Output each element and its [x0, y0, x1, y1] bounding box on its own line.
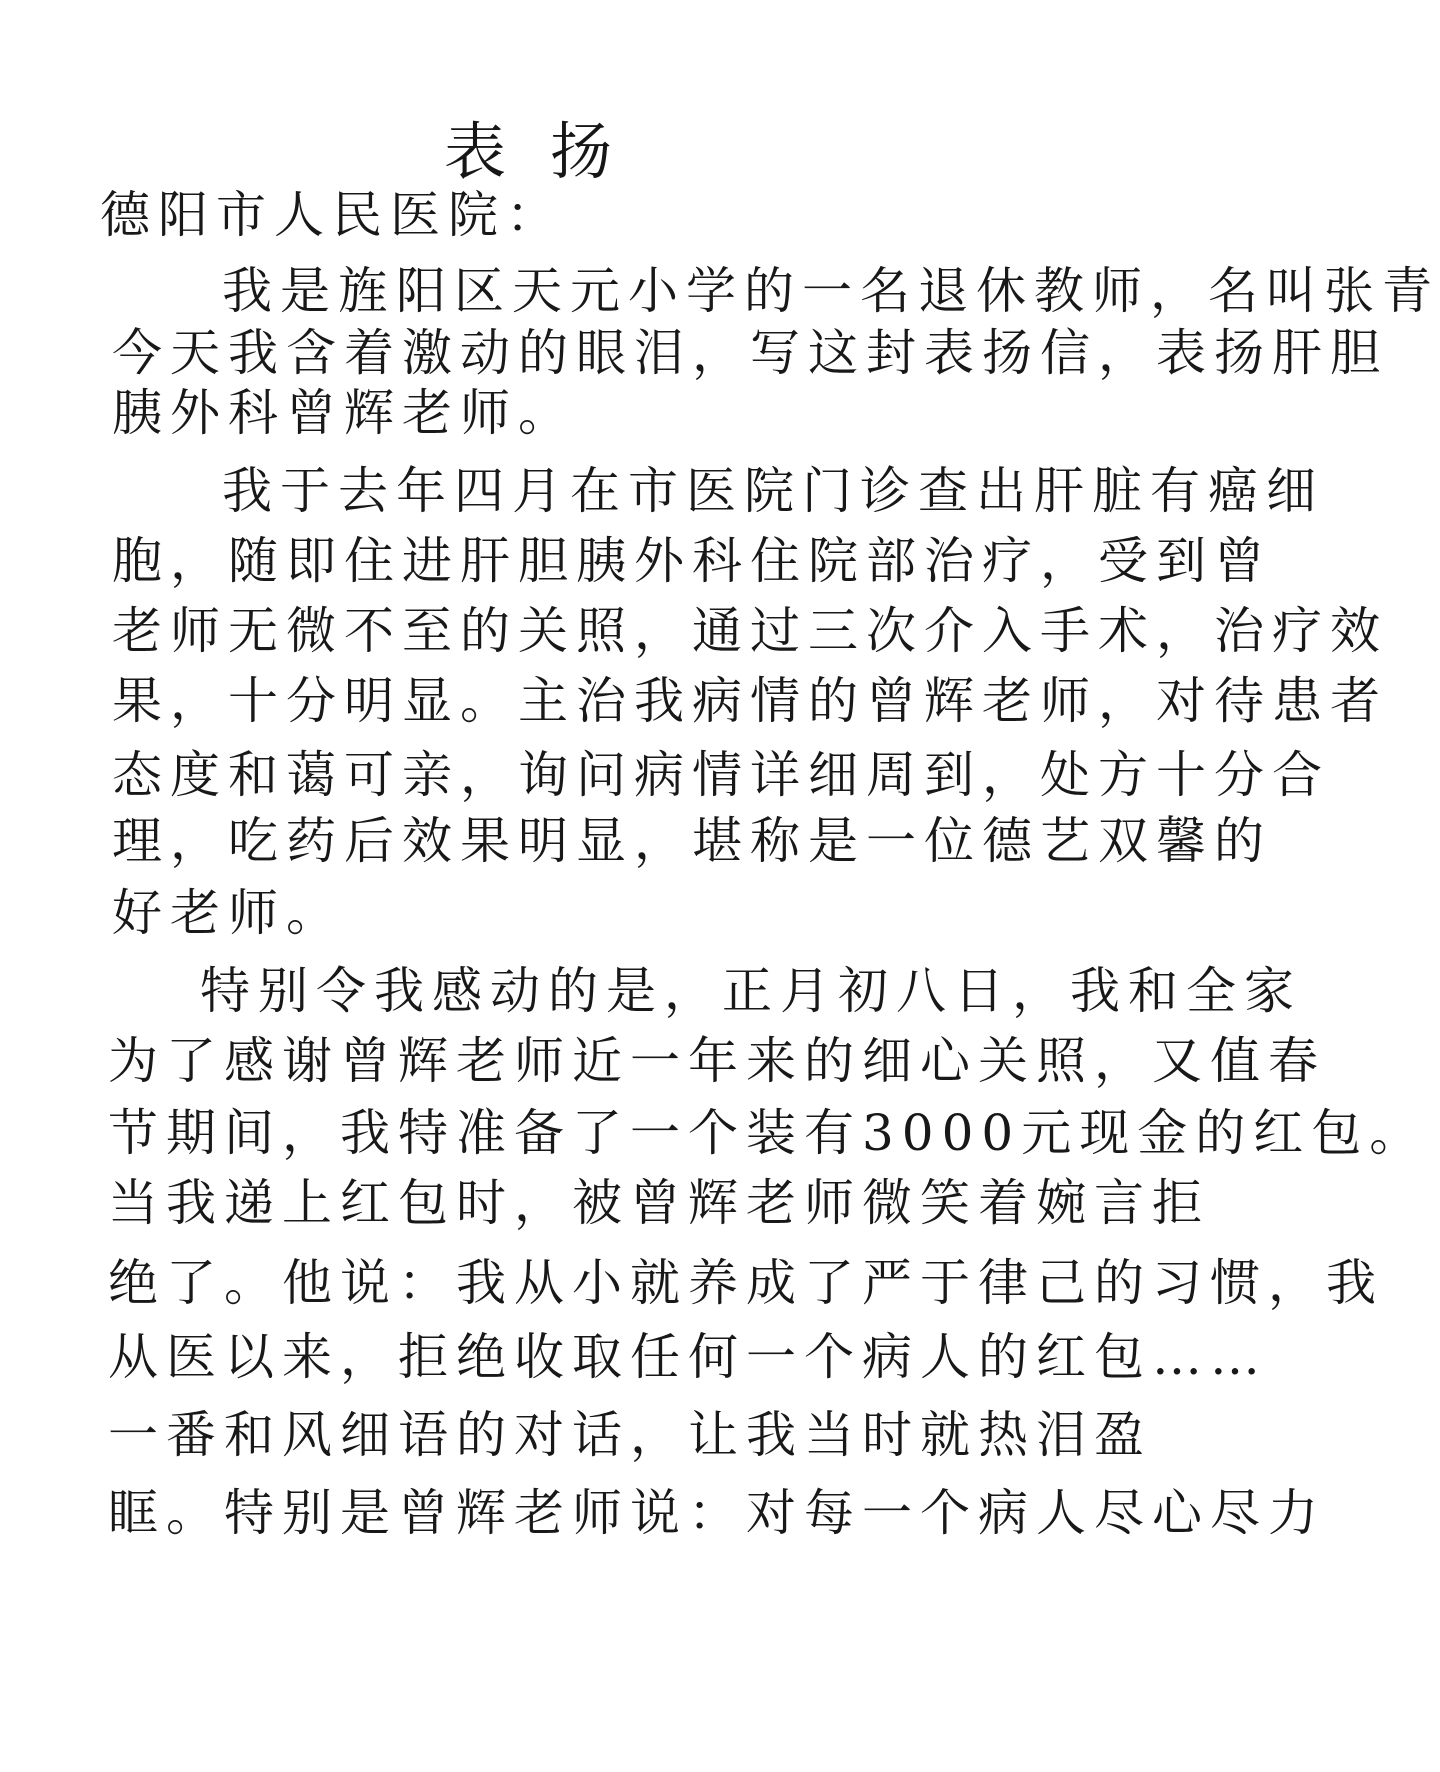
body-line-12: 为了感谢曾辉老师近一年来的细心关照，又值春 [108, 1032, 1326, 1090]
body-line-7: 果，十分明显。主治我病情的曾辉老师，对待患者 [112, 672, 1388, 730]
body-line-2: 今天我含着激动的眼泪，写这封表扬信，表扬肝胆 [112, 324, 1388, 382]
body-line-9: 理，吃药后效果明显，堪称是一位德艺双馨的 [112, 812, 1272, 870]
body-line-5: 胞，随即住进肝胆胰外科住院部治疗，受到曾 [112, 532, 1272, 590]
body-line-17: 一番和风细语的对话，让我当时就热泪盈 [108, 1406, 1152, 1464]
body-line-10: 好老师。 [112, 884, 344, 942]
letter-title: 表扬 [443, 115, 656, 188]
body-line-3: 胰外科曾辉老师。 [112, 384, 576, 442]
body-line-1: 我是旌阳区天元小学的一名退休教师，名叫张青 [222, 262, 1440, 320]
body-line-14: 当我递上红包时，被曾辉老师微笑着婉言拒 [108, 1174, 1210, 1232]
body-line-15: 绝了。他说：我从小就养成了严于律己的习惯，我 [108, 1254, 1384, 1312]
body-line-11: 特别令我感动的是，正月初八日，我和全家 [200, 962, 1302, 1020]
body-line-13: 节期间，我特准备了一个装有3000元现金的红包。 [108, 1104, 1428, 1162]
body-line-18: 眶。特别是曾辉老师说：对每一个病人尽心尽力 [108, 1484, 1326, 1542]
body-line-8: 态度和蔼可亲，询问病情详细周到，处方十分合 [112, 746, 1330, 804]
body-line-4: 我于去年四月在市医院门诊查出肝脏有癌细 [222, 462, 1324, 520]
salutation: 德阳市人民医院： [100, 186, 564, 244]
body-line-16: 从医以来，拒绝收取任何一个病人的红包…… [108, 1328, 1268, 1386]
body-line-6: 老师无微不至的关照，通过三次介入手术，治疗效 [112, 602, 1388, 660]
